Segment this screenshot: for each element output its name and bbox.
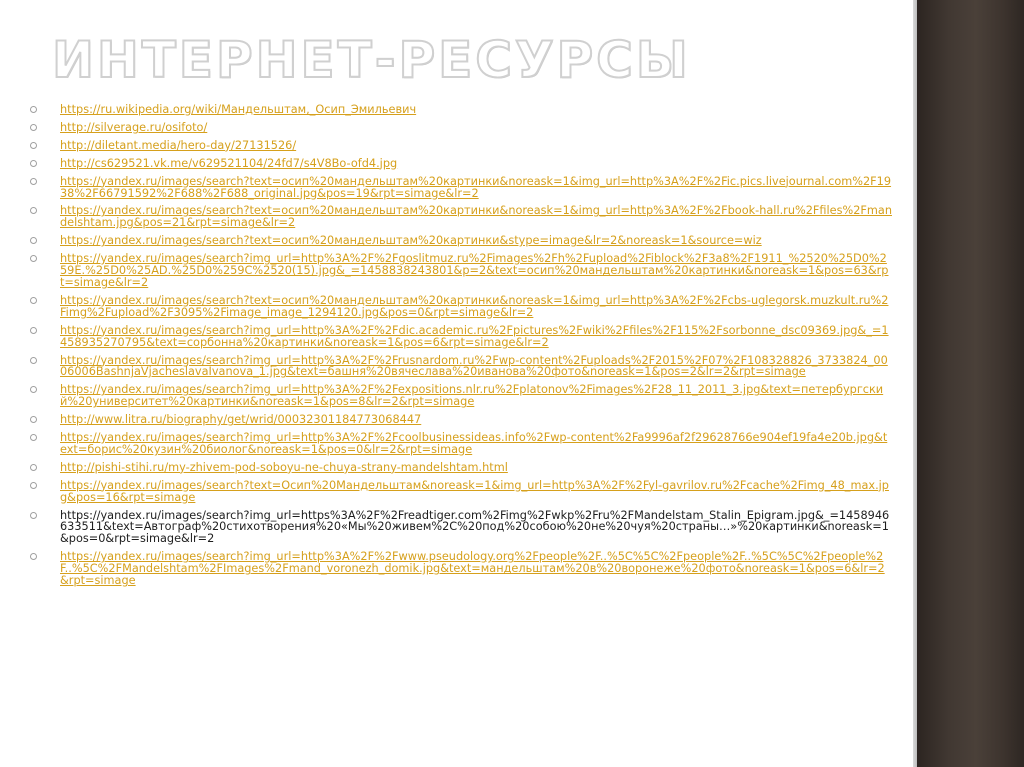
list-item	[30, 122, 892, 134]
bullet-icon	[30, 237, 37, 244]
list-item	[30, 176, 892, 200]
list-item	[30, 104, 892, 116]
bullet-icon	[30, 124, 37, 131]
bullet-icon	[30, 207, 37, 214]
bullet-icon	[30, 482, 37, 489]
resource-link[interactable]: https://yandex.ru/images/search?text=осип%20мандельштам%20картинки&noreask=1&img_url=http%3A%2F%2Fcbs-uglegorsk.muzkult.ru%2Fimg%2Fupload%2F3095%2Fimage_image_1294120.jpg&pos=0&rpt=simage&lr=2	[60, 293, 889, 319]
list-item	[30, 325, 892, 349]
list-item	[30, 253, 892, 289]
bullet-icon	[30, 142, 37, 149]
bullet-icon	[30, 512, 37, 519]
bullet-icon	[30, 255, 37, 262]
resource-link[interactable]: http://www.litra.ru/biography/get/wrid/00032301184773068447	[60, 413, 422, 427]
list-item	[30, 510, 892, 546]
page-title: ИНТЕРНЕТ-РЕСУРСЫ	[52, 31, 691, 89]
bullet-icon	[30, 553, 37, 560]
resource-link[interactable]: https://yandex.ru/images/search?img_url=http%3A%2F%2Fcoolbusinessideas.info%2Fwp-content%2Fa9996af2f29628766e904ef19fa4e20b.jpg&text=борис%20кузин%20биолог&noreask=1&pos=0&lr=2&rpt=simage	[60, 431, 888, 456]
resource-link[interactable]: https://yandex.ru/images/search?text=осип%20мандельштам%20картинки&noreask=1&img_url=http%3A%2F%2Fic.pics.livejournal.com%2F1938%2F66791592%2F688%2F688_original.jpg&pos=19&rpt=simage&lr=2	[60, 174, 892, 200]
list-item	[30, 295, 892, 319]
list-item	[30, 235, 892, 247]
bullet-icon	[30, 106, 37, 113]
bullet-icon	[30, 357, 37, 364]
resource-link[interactable]: http://silverage.ru/osifoto/	[60, 120, 208, 134]
resource-link[interactable]: https://yandex.ru/images/search?text=осип%20мандельштам%20картинки&stype=image&lr=2&noreask=1&source=wiz	[60, 234, 762, 248]
list-item	[30, 462, 892, 474]
list-item	[30, 551, 892, 587]
list-item	[30, 384, 892, 408]
bullet-icon	[30, 297, 37, 304]
bullet-icon	[30, 434, 37, 441]
bullet-icon	[30, 327, 37, 334]
list-item	[30, 158, 892, 170]
resource-link[interactable]: http://diletant.media/hero-day/27131526/	[60, 138, 297, 152]
resource-link[interactable]: https://yandex.ru/images/search?img_url=http%3A%2F%2Fdic.academic.ru%2Fpictures%2Fwiki%2Ffiles%2F115%2Fsorbonne_dsc09369.jpg&_=1458935270795&text=сорбонна%20картинки&noreask=1&pos=6&rpt=simage&lr=2	[60, 323, 889, 349]
resource-link[interactable]: https://yandex.ru/images/search?text=осип%20мандельштам%20картинки&noreask=1&img_url=http%3A%2F%2Fbook-hall.ru%2Ffiles%2Fmandelshtam.jpg&pos=21&rpt=simage&lr=2	[60, 204, 892, 230]
bullet-icon	[30, 178, 37, 185]
list-item	[30, 414, 892, 426]
resource-link[interactable]: https://yandex.ru/images/search?img_url=http%3A%2F%2Fwww.pseudology.org%2Fpeople%2F..%5C%5C%2Fpeople%2F..%5C%5C%2Fpeople%2F..%5C%2FMandelshtam%2FImages%2Fmand_voronezh_domik.jpg&text=мандельштам%20в%20воронеже%20фото&noreask=1&pos=6&lr=2&rpt=simage	[60, 550, 885, 588]
list-item	[30, 355, 892, 379]
resource-link[interactable]: https://yandex.ru/images/search?img_url=http%3A%2F%2Fexpositions.nlr.ru%2Fplatonov%2Fimages%2F28_11_2011_3.jpg&text=петербургский%20университет%20картинки&noreask=1&pos=8&lr=2&rpt=simage	[60, 383, 884, 409]
resource-link[interactable]: https://ru.wikipedia.org/wiki/Мандельштам,_Осип_Эмильевич	[60, 103, 417, 116]
bullet-icon	[30, 464, 37, 471]
bullet-icon	[30, 416, 37, 423]
resource-text: https://yandex.ru/images/search?img_url=https%3A%2F%2Freadtiger.com%2Fimg%2Fwkp%2Fru%2FMandelstam_Stalin_Epigram.jpg&_=1458946633511&text=Автограф%20стихотворения%20«Мы%20живем%2C%20под%20собою%20не%20чуя%20страны…»%20картинки&noreask=1&pos=0&rpt=simage&lr=2	[60, 508, 890, 546]
resource-link[interactable]: https://yandex.ru/images/search?img_url=http%3A%2F%2Fgoslitmuz.ru%2Fimages%2Fh%2Fupload%2Fiblock%2F3a8%2F1911_%2520%25D0%259E.%25D0%25AD.%25D0%259C%2520(15).jpg&_=1458838243801&p=2&text=осип%20мандельштам%20картинки&noreask=1&pos=63&rpt=simage&lr=2	[60, 252, 889, 289]
list-item	[30, 205, 892, 229]
resource-link[interactable]: https://yandex.ru/images/search?text=Осип%20Мандельштам&noreask=1&img_url=http%3A%2F%2Fyl-gavrilov.ru%2Fcache%2Fimg_48_max.jpg&pos=16&rpt=simage	[60, 478, 889, 504]
resource-link[interactable]: http://pishi-stihi.ru/my-zhivem-pod-soboyu-ne-chuya-strany-mandelshtam.html	[60, 460, 508, 474]
list-item	[30, 140, 892, 152]
list-item	[30, 432, 892, 456]
link-list	[30, 104, 892, 593]
resource-link[interactable]: https://yandex.ru/images/search?img_url=http%3A%2F%2Frusnardom.ru%2Fwp-content%2Fuploads%2F2015%2F07%2F108328826_3733824_0006006BashnjaVjacheslavaIvanova_1.jpg&text=башня%20вячеслава%20иванова%20фото&noreask=1&pos=2&lr=2&rpt=simage	[60, 353, 888, 379]
list-item	[30, 480, 892, 504]
resource-link[interactable]: http://cs629521.vk.me/v629521104/24fd7/s4V8Bo-ofd4.jpg	[60, 156, 398, 170]
decorative-sidebar	[917, 0, 1024, 767]
bullet-icon	[30, 160, 37, 167]
bullet-icon	[30, 386, 37, 393]
